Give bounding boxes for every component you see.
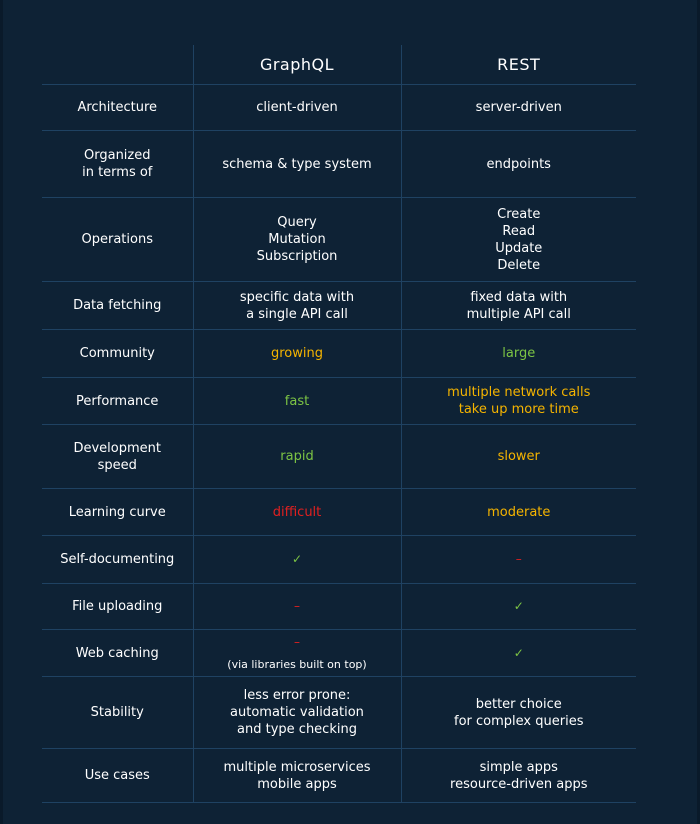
- row-label-text: Operations: [81, 232, 153, 247]
- row-label-text: Data fetching: [73, 298, 162, 313]
- rest-value: for complex queries: [454, 713, 584, 729]
- dash-icon: –: [515, 552, 522, 566]
- graphql-value: Subscription: [256, 249, 338, 264]
- row-label-text: Organized in terms of: [82, 148, 153, 180]
- graphql-cell-stability: [193, 677, 401, 749]
- table-row: [42, 677, 636, 749]
- graphql-value: difficult: [272, 504, 322, 520]
- rest-cell-self-documenting: [401, 536, 636, 584]
- rest-cell-stability: [401, 677, 636, 749]
- rest-cell-data-fetching: [401, 282, 636, 330]
- graphql-cell-use-cases: [193, 749, 401, 803]
- dash-icon: –: [294, 635, 300, 649]
- comparison-table: [42, 45, 636, 803]
- table-row: [42, 489, 636, 536]
- row-label-text: Self-documenting: [60, 552, 175, 567]
- row-label-organized-in-terms-of: [42, 131, 193, 198]
- row-label-text: Use cases: [84, 768, 150, 783]
- rest-value: multiple API call: [466, 306, 571, 322]
- row-label-community: [42, 330, 193, 378]
- check-icon: ✓: [291, 552, 303, 566]
- table-row: [42, 630, 636, 677]
- graphql-cell-architecture: [193, 85, 401, 131]
- graphql-cell-learning-curve: [193, 489, 401, 536]
- row-label-use-cases: [42, 749, 193, 803]
- rest-value: Update: [495, 240, 543, 256]
- graphql-cell-file-uploading: [193, 584, 401, 630]
- table-row: [42, 85, 636, 131]
- graphql-note: (via libraries built on top): [227, 658, 367, 671]
- graphql-value: multiple microservices: [223, 759, 371, 775]
- rest-cell-organized-in-terms-of: [401, 131, 636, 198]
- row-label-self-documenting: [42, 536, 193, 584]
- rest-cell-performance: [401, 378, 636, 425]
- header-rest: REST: [401, 45, 636, 85]
- graphql-value: a single API call: [246, 306, 348, 322]
- left-frame-border: [0, 0, 3, 824]
- rest-value: endpoints: [486, 156, 551, 172]
- row-label-web-caching: [42, 630, 193, 677]
- graphql-value: fast: [284, 393, 310, 409]
- table-body: [42, 85, 636, 803]
- rest-value: simple apps: [479, 759, 558, 775]
- table-row: [42, 536, 636, 584]
- row-label-development-speed: [42, 425, 193, 489]
- graphql-cell-self-documenting: [193, 536, 401, 584]
- row-label-text: Community: [79, 346, 155, 361]
- check-icon: ✓: [513, 645, 524, 660]
- header-graphql: GraphQL: [193, 45, 401, 85]
- rest-value: moderate: [487, 504, 551, 520]
- row-label-file-uploading: [42, 584, 193, 630]
- row-label-text: Architecture: [77, 100, 158, 115]
- table-row: [42, 282, 636, 330]
- row-label-text: Stability: [90, 705, 144, 720]
- graphql-value: and type checking: [237, 722, 357, 737]
- rest-value: resource-driven apps: [450, 776, 588, 792]
- row-label-text: Performance: [76, 393, 159, 409]
- rest-value: Read: [502, 223, 536, 239]
- rest-value: large: [502, 346, 536, 361]
- dash-icon: –: [294, 599, 300, 613]
- row-label-text: Web caching: [75, 645, 159, 661]
- rest-value: Create: [497, 206, 541, 222]
- row-label-text: Learning curve: [68, 504, 166, 520]
- row-label-architecture: [42, 85, 193, 131]
- row-label-text: File uploading: [72, 599, 163, 614]
- rest-cell-operations: [401, 198, 636, 282]
- rest-cell-architecture: [401, 85, 636, 131]
- graphql-cell-community: [193, 330, 401, 378]
- row-label-learning-curve: [42, 489, 193, 536]
- graphql-value: client-driven: [256, 100, 338, 115]
- rest-value: multiple network calls: [447, 385, 591, 400]
- row-label-stability: [42, 677, 193, 749]
- rest-cell-use-cases: [401, 749, 636, 803]
- table-row: [42, 330, 636, 378]
- rest-value: fixed data with: [470, 289, 568, 305]
- graphql-cell-operations: [193, 198, 401, 282]
- graphql-value: growing: [271, 346, 323, 361]
- rest-value: slower: [497, 449, 540, 464]
- graphql-cell-development-speed: [193, 425, 401, 489]
- rest-cell-web-caching: [401, 630, 636, 677]
- row-label-operations: [42, 198, 193, 282]
- rest-value: Delete: [497, 257, 541, 273]
- graphql-value: rapid: [280, 449, 314, 464]
- rest-value: server-driven: [475, 100, 562, 115]
- graphql-value: less error prone:: [243, 688, 351, 703]
- table-row: [42, 131, 636, 198]
- rest-cell-learning-curve: [401, 489, 636, 536]
- graphql-cell-data-fetching: [193, 282, 401, 330]
- graphql-value: Mutation: [268, 232, 326, 247]
- graphql-value: automatic validation: [230, 705, 364, 720]
- graphql-cell-performance: [193, 378, 401, 425]
- rest-cell-file-uploading: [401, 584, 636, 630]
- rest-value: take up more time: [458, 402, 579, 417]
- rest-cell-community: [401, 330, 636, 378]
- graphql-value: specific data with: [239, 289, 355, 305]
- header-row: [42, 45, 636, 85]
- row-label-data-fetching: [42, 282, 193, 330]
- header-empty-cell: [42, 45, 193, 85]
- graphql-value: Query: [277, 215, 317, 230]
- row-label-text: Development speed: [73, 440, 161, 473]
- rest-cell-development-speed: [401, 425, 636, 489]
- row-label-performance: [42, 378, 193, 425]
- table-row: [42, 584, 636, 630]
- graphql-cell-web-caching: [193, 630, 401, 677]
- rest-value: better choice: [475, 696, 562, 712]
- graphql-cell-organized-in-terms-of: [193, 131, 401, 198]
- table-row: [42, 425, 636, 489]
- check-icon: ✓: [513, 599, 524, 613]
- table-row: [42, 198, 636, 282]
- table-row: [42, 749, 636, 803]
- table-row: [42, 378, 636, 425]
- graphql-value: mobile apps: [257, 776, 337, 792]
- graphql-value: schema & type system: [222, 156, 372, 172]
